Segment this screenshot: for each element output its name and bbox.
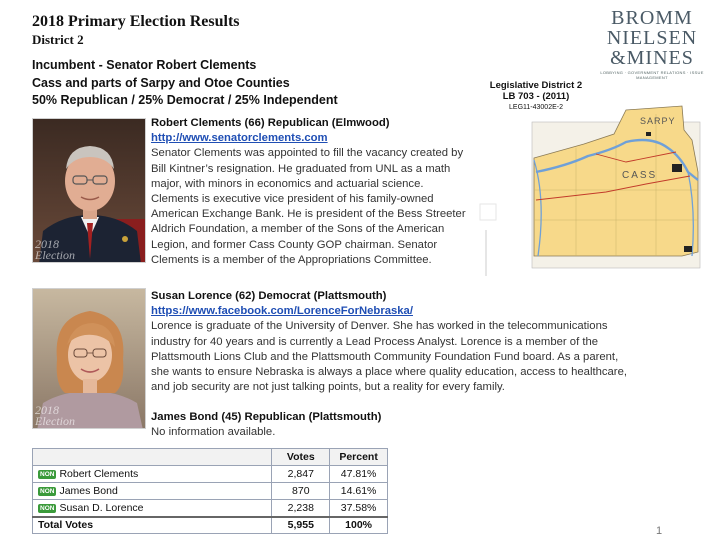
bio-line: Bill Kintner’s resignation. He graduated from UNL as a math (151, 162, 451, 175)
votes-cell: 870 (272, 483, 330, 500)
total-percent-cell: 100% (330, 517, 388, 534)
clements-bio (151, 116, 466, 268)
candidate-name: Susan Lorence (62) Democrat (Plattsmouth) (151, 290, 387, 302)
bond-bio (151, 410, 381, 440)
percent-cell: 14.61% (330, 483, 388, 500)
bio-line: Senator Clements was appointed to fill the vacancy created by (151, 147, 464, 160)
incumbent-line: Incumbent - Senator Robert Clements (32, 58, 257, 72)
map-label-cass: CASS (622, 170, 658, 181)
logo-line-3: &MINES (610, 47, 694, 69)
page-title: 2018 Primary Election Results (32, 13, 240, 30)
photo-watermark: 2018 Election (35, 237, 75, 262)
nonpartisan-badge: NON (40, 504, 55, 512)
bio-line: American Exchange Bank. He is president of the Bess Streeter (151, 208, 466, 221)
page-number: 1 (656, 525, 663, 537)
map-code: LEG11-43002E-2 (509, 104, 563, 111)
votes-cell: 2,238 (272, 500, 330, 517)
clements-photo (32, 118, 146, 263)
nonpartisan-badge: NON (40, 488, 55, 495)
bio-line: major, with minors in economics and actuarial science. (151, 177, 424, 190)
bio-line: industry for 40 years and is currently a Lead Process Analyst. Lorence is a member of the (151, 335, 599, 348)
district-map-graphic (476, 80, 712, 276)
table-row (33, 483, 388, 500)
total-label-cell: Total Votes (33, 517, 272, 534)
logo-tagline: LOBBYING · GOVERNMENT RELATIONS · ISSUE MANAGEMENT (600, 70, 704, 80)
lorence-bio (151, 289, 627, 395)
table-row (33, 466, 388, 483)
percent-cell: 37.58% (330, 500, 388, 517)
bio-line: Plattsmouth Lions Club and the Plattsmouth Community Foundation Fund board. As a parent, (151, 350, 619, 363)
district-map (476, 80, 712, 276)
firm-logo (592, 8, 712, 80)
results-table (32, 448, 388, 534)
votes-cell: 2,847 (272, 466, 330, 483)
party-split-line: 50% Republican / 25% Democrat / 25% Independent (32, 93, 338, 107)
lorence-photo (32, 288, 146, 429)
logo-line-1: BROMM (611, 7, 693, 29)
column-header-votes: Votes (272, 449, 330, 466)
column-header-percent: Percent (330, 449, 388, 466)
candidate-website-link[interactable]: http://www.senatorclements.com (151, 132, 328, 145)
candidate-cell: Robert Clements (59, 468, 139, 480)
candidate-website-link[interactable]: https://www.facebook.com/LorenceForNebraska/ (151, 305, 413, 318)
district-subtitle: District 2 (32, 32, 84, 47)
map-title-line-2: LB 703 - (2011) (502, 91, 570, 102)
counties-line: Cass and parts of Sarpy and Otoe Counties (32, 75, 290, 90)
bio-line: Aldrich Foundation, a member of the Sons of the American (151, 223, 445, 236)
bio-line: Clements is executive vice president of his family-owned (151, 193, 434, 206)
candidate-cell: Susan D. Lorence (59, 501, 144, 514)
candidate-cell: James Bond (59, 485, 118, 497)
table-header-row (33, 449, 388, 466)
total-row (33, 517, 388, 534)
percent-cell: 47.81% (330, 466, 388, 483)
table-row (33, 500, 388, 517)
logo-line-2: NIELSEN (606, 27, 698, 49)
bio-line: Lorence is graduate of the University of Denver. She has worked in the telecommunications (151, 320, 608, 333)
bio-line: No information available. (151, 426, 276, 439)
bio-line: Legion, and former Cass County GOP chairman. Senator (151, 238, 438, 251)
candidate-name: James Bond (45) Republican (Plattsmouth) (151, 411, 382, 423)
incumbent-summary (32, 57, 338, 110)
map-label-sarpy: SARPY (640, 116, 676, 126)
bio-line: she wants to ensure Nebraska is always a place where quality education, access to healthcare, (151, 366, 627, 379)
photo-watermark: 2018 Election (35, 403, 75, 428)
bio-line: and job security are not just talking points, but a reality for every family. (151, 381, 505, 394)
total-votes-cell: 5,955 (272, 517, 330, 534)
nonpartisan-badge: NON (40, 471, 55, 478)
column-header (33, 449, 272, 466)
candidate-name: Robert Clements (66) Republican (Elmwood) (151, 117, 390, 129)
map-title-line-1: Legislative District 2 (489, 80, 583, 91)
bio-line: Clements is a member of the Appropriations Committee. (151, 253, 432, 266)
